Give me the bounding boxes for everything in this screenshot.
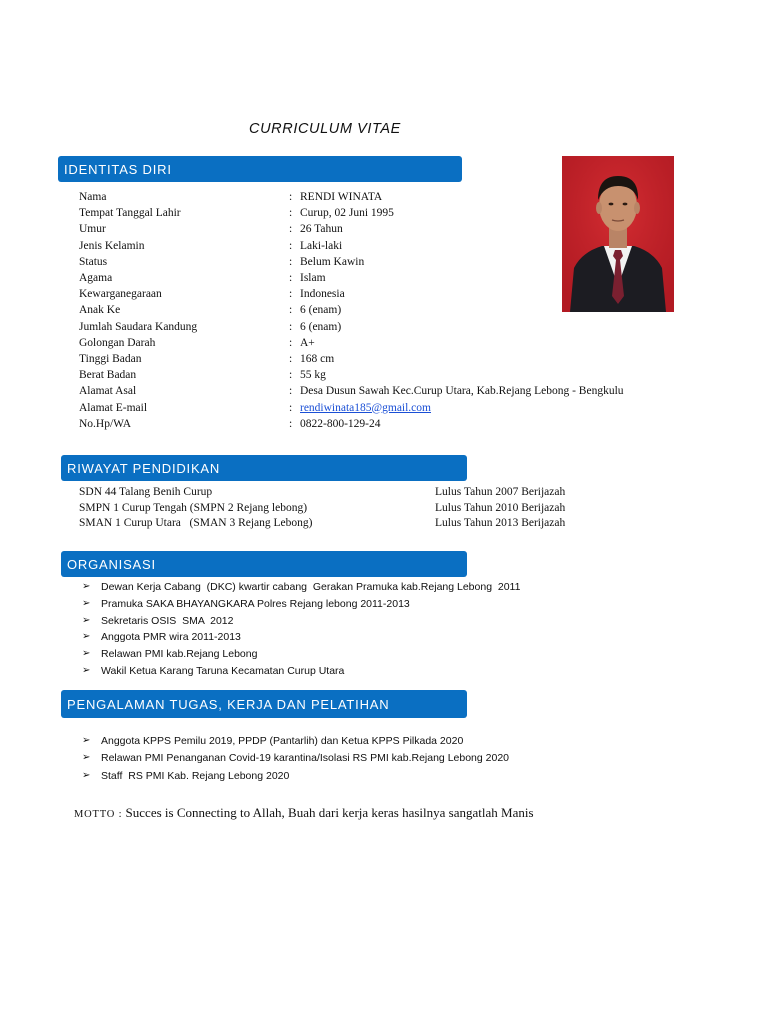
list-item-text: Wakil Ketua Karang Taruna Kecamatan Curup Utara — [101, 665, 345, 677]
identity-value: 0822-800-129-24 — [300, 417, 381, 430]
list-item — [82, 646, 722, 662]
list-item — [82, 596, 722, 612]
identity-value: 6 (enam) — [300, 304, 342, 317]
identity-row — [79, 270, 719, 286]
arrow-bullet-icon: ➢ — [82, 665, 91, 676]
list-item — [82, 733, 722, 749]
list-item-text: Pramuka SAKA BHAYANGKARA Polres Rejang lebong 2011-2013 — [101, 597, 410, 610]
identity-colon: : — [289, 369, 293, 382]
identity-colon: : — [289, 320, 293, 333]
list-item — [82, 613, 722, 629]
arrow-bullet-icon: ➢ — [82, 769, 91, 781]
identity-label: Tempat Tanggal Lahir — [79, 207, 181, 220]
list-item — [82, 750, 722, 766]
section-header-identity: IDENTITAS DIRI — [58, 156, 462, 182]
identity-label: Umur — [79, 223, 106, 236]
identity-label: Nama — [79, 191, 107, 203]
identity-value: 168 cm — [300, 353, 335, 365]
identity-label: Kewarganegaraan — [79, 288, 162, 301]
identity-value: A+ — [300, 336, 315, 349]
identity-colon: : — [289, 353, 293, 365]
list-item-text: Anggota PMR wira 2011-2013 — [101, 631, 241, 644]
section-header-education: RIWAYAT PENDIDIKAN — [61, 455, 467, 481]
identity-row — [79, 351, 719, 367]
list-item — [82, 768, 722, 784]
identity-colon: : — [289, 255, 293, 268]
list-item-text: Sekretaris OSIS SMA 2012 — [101, 614, 234, 627]
identity-label: Agama — [79, 272, 113, 284]
arrow-bullet-icon: ➢ — [82, 581, 91, 592]
identity-colon: : — [289, 304, 293, 317]
identity-colon: : — [289, 385, 293, 398]
education-school: SMPN 1 Curup Tengah (SMPN 2 Rejang lebong) — [79, 501, 308, 514]
identity-colon: : — [289, 207, 293, 220]
education-school: SDN 44 Talang Benih Curup — [79, 486, 213, 498]
identity-row — [79, 254, 719, 270]
identity-row — [79, 319, 719, 335]
list-item-text: Dewan Kerja Cabang (DKC) kwartir cabang Gerakan Pramuka kab.Rejang Lebong 2011 — [101, 581, 521, 593]
identity-label: Jumlah Saudara Kandung — [79, 320, 198, 333]
identity-colon: : — [289, 239, 293, 252]
education-row — [79, 500, 679, 516]
identity-row — [79, 286, 719, 302]
identity-row — [79, 367, 719, 383]
identity-label: Berat Badan — [79, 369, 137, 382]
list-item-text: Relawan PMI Penanganan Covid-19 karantina/Isolasi RS PMI kab.Rejang Lebong 2020 — [101, 752, 510, 765]
identity-value: Islam — [300, 272, 326, 284]
identity-value: RENDI WINATA — [300, 191, 383, 203]
identity-colon: : — [289, 336, 293, 349]
identity-row — [79, 400, 719, 416]
section-header-experience: PENGALAMAN TUGAS, KERJA DAN PELATIHAN — [61, 690, 467, 718]
identity-row — [79, 205, 719, 221]
identity-label: Alamat Asal — [79, 385, 137, 398]
arrow-bullet-icon: ➢ — [82, 597, 91, 609]
identity-colon: : — [289, 223, 293, 236]
identity-colon: : — [289, 272, 293, 284]
arrow-bullet-icon: ➢ — [82, 735, 91, 746]
identity-label: Anak Ke — [79, 304, 121, 317]
identity-row — [79, 221, 719, 237]
list-item-text: Anggota KPPS Pemilu 2019, PPDP (Pantarlih) dan Ketua KPPS Pilkada 2020 — [101, 735, 464, 747]
list-item — [82, 629, 722, 645]
identity-row — [79, 189, 719, 205]
identity-row — [79, 302, 719, 318]
identity-label: Golongan Darah — [79, 336, 156, 349]
identity-value: 6 (enam) — [300, 320, 342, 333]
identity-value: 26 Tahun — [300, 223, 343, 236]
motto — [74, 804, 534, 822]
list-item-text: Relawan PMI kab.Rejang Lebong — [101, 648, 258, 661]
section-header-organization: ORGANISASI — [61, 551, 467, 577]
identity-row — [79, 416, 719, 432]
arrow-bullet-icon: ➢ — [82, 648, 91, 660]
email-link[interactable]: rendiwinata185@gmail.com — [300, 401, 431, 414]
identity-colon: : — [289, 191, 293, 203]
identity-row — [79, 383, 719, 399]
cv-title: CURRICULUM VITAE — [249, 121, 401, 137]
identity-value: 55 kg — [300, 369, 326, 382]
identity-label: Tinggi Badan — [79, 353, 142, 365]
identity-label: No.Hp/WA — [79, 417, 132, 430]
education-row — [79, 515, 679, 531]
identity-row — [79, 238, 719, 254]
arrow-bullet-icon: ➢ — [82, 614, 91, 626]
education-year: Lulus Tahun 2007 Berijazah — [435, 486, 566, 498]
list-item-text: Staff RS PMI Kab. Rejang Lebong 2020 — [101, 769, 290, 782]
identity-value: Belum Kawin — [300, 255, 365, 268]
motto-label: MOTTO : — [74, 809, 123, 820]
list-item — [82, 663, 722, 679]
identity-label: Jenis Kelamin — [79, 239, 145, 252]
education-row — [79, 484, 679, 500]
identity-row — [79, 335, 719, 351]
identity-value: Desa Dusun Sawah Kec.Curup Utara, Kab.Rejang Lebong - Bengkulu — [300, 385, 624, 398]
identity-label: Alamat E-mail — [79, 401, 148, 414]
identity-colon: : — [289, 401, 293, 414]
identity-colon: : — [289, 417, 293, 430]
arrow-bullet-icon: ➢ — [82, 631, 91, 643]
motto-text: Succes is Connecting to Allah, Buah dari kerja keras hasilnya sangatlah Manis — [125, 805, 534, 820]
list-item — [82, 579, 722, 595]
education-year: Lulus Tahun 2010 Berijazah — [435, 501, 566, 514]
identity-colon: : — [289, 288, 293, 301]
identity-value: Laki-laki — [300, 239, 343, 252]
education-year: Lulus Tahun 2013 Berijazah — [435, 517, 566, 529]
identity-label: Status — [79, 255, 108, 268]
identity-value: Curup, 02 Juni 1995 — [300, 207, 394, 220]
arrow-bullet-icon: ➢ — [82, 752, 91, 764]
identity-value: Indonesia — [300, 288, 345, 301]
education-school: SMAN 1 Curup Utara (SMAN 3 Rejang Lebong) — [79, 517, 313, 529]
